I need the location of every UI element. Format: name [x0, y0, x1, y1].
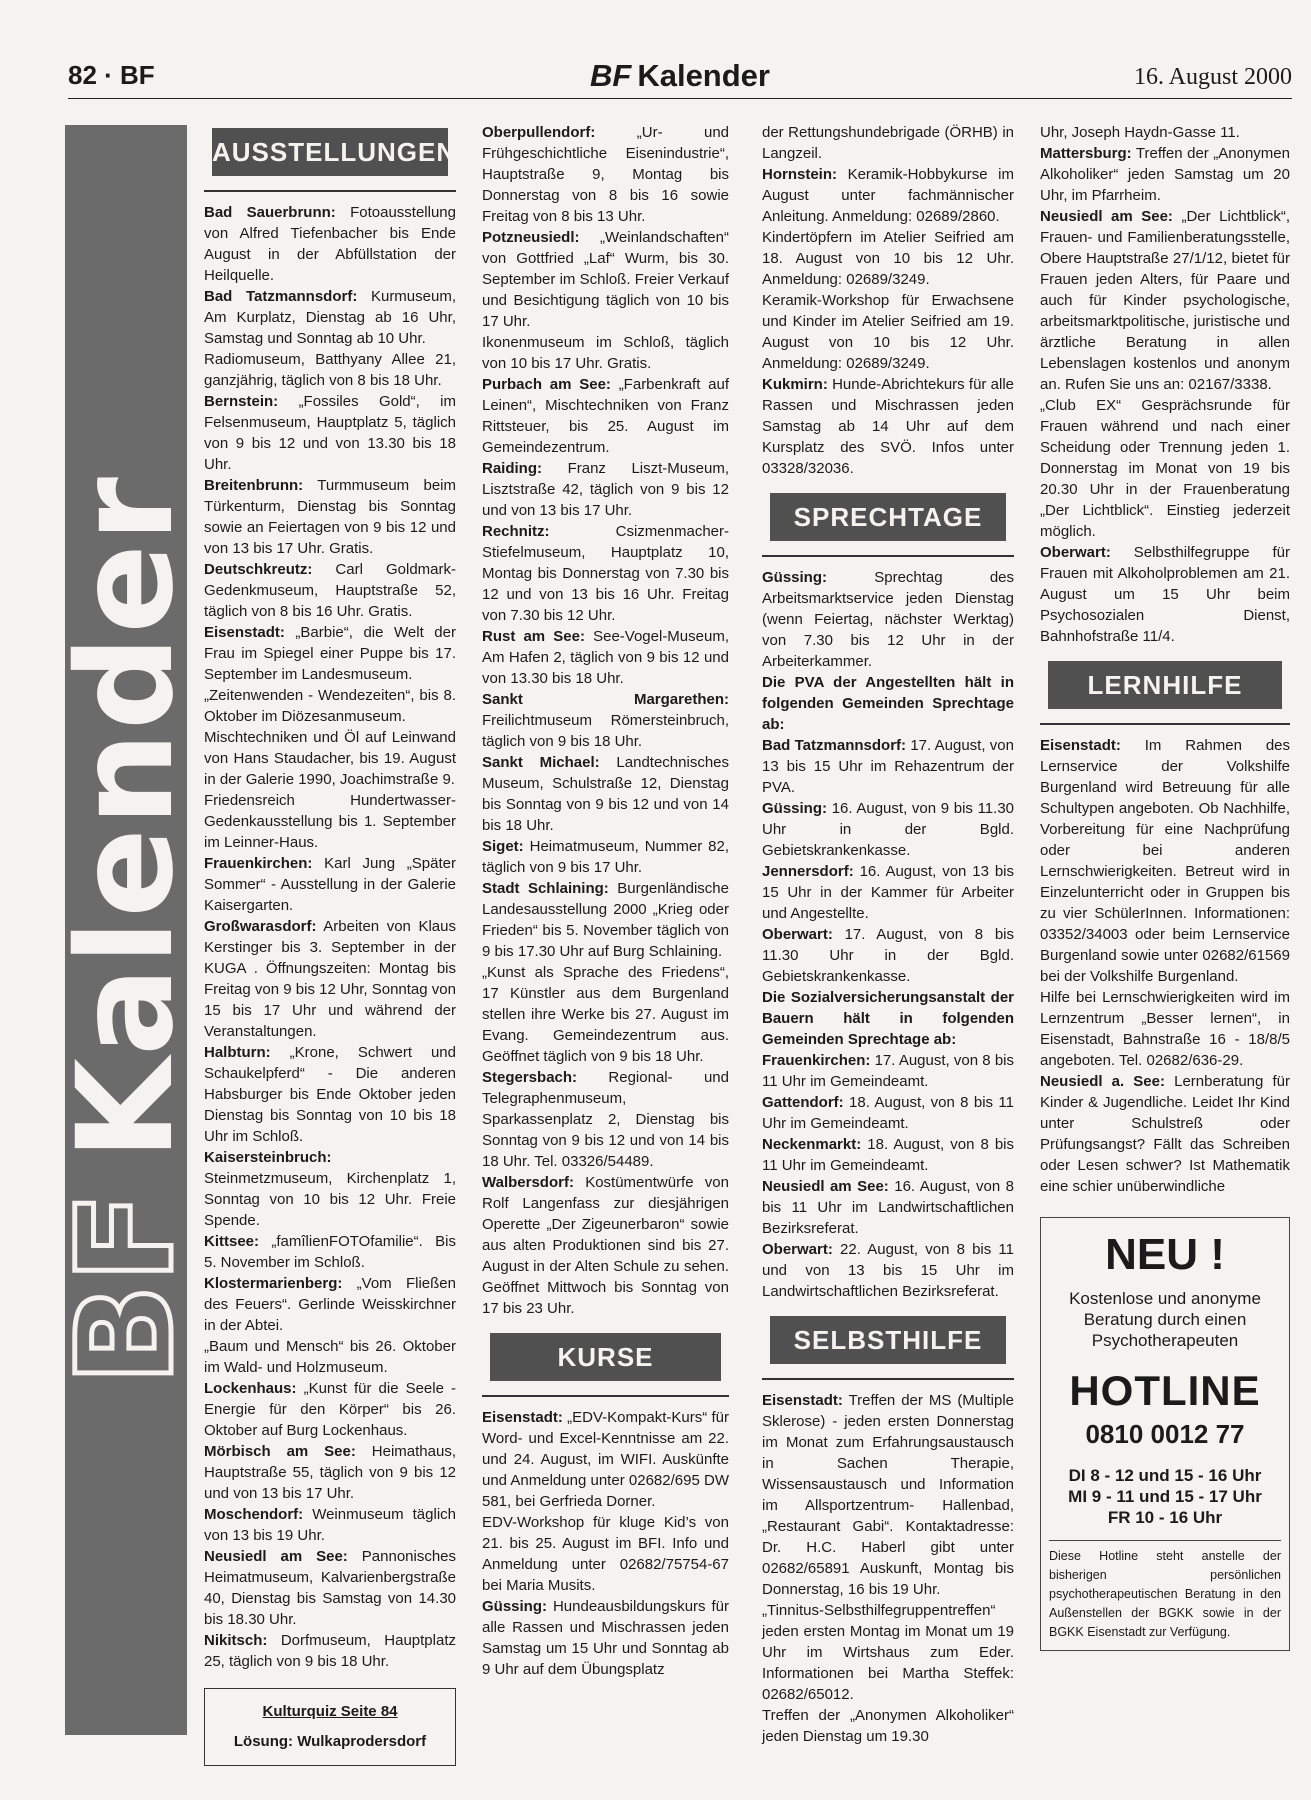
entry-text: See-Vogel-Museum, Am Hafen 2, täglich von 9 bis 12 und von 13.30 bis 18 Uhr.: [482, 628, 729, 687]
entry-place: Neusiedl am See:: [1040, 208, 1173, 225]
entry-text: Heimathaus, Hauptstraße 55, täglich von 9 bis 12 und von 13 bis 17 Uhr.: [204, 1443, 457, 1502]
entry-text: Turmmuseum beim Türkenturm, Dienstag bis Sonntag sowie an Feiertagen von 9 bis 12 und von 13 bis 17 Uhr. Gratis.: [204, 477, 456, 557]
heading-kurse: KURSE: [490, 1333, 721, 1381]
list-item: [1040, 542, 1290, 647]
entry-text: Treffen der MS (Multiple Sklerose) - jeden ersten Donnerstag im Monat zum Erfahrungsaustausch in Sachen Therapie, Wissensaustausch und Information im Allsportzentrum- Hallenbad, „Restaurant Gabi“. Kontaktadresse: Dr. H.C. Haberl gibt unter 02682/65891 Auskunft, Montag bis Donnerstag, 16 bis 19 Uhr.: [762, 1392, 1014, 1598]
entry-text: Friedensreich Hundertwasser-Gedenkausstellung bis 1. September im Leinner-Haus.: [204, 792, 456, 851]
col2-list: [482, 122, 729, 1319]
list-item: [482, 689, 729, 752]
entry-place: Rechnitz:: [482, 523, 550, 540]
entry-place: Güssing:: [482, 1598, 548, 1615]
entry-place: Stadt Schlaining:: [482, 880, 609, 897]
list-item: [762, 735, 1014, 798]
list-item: [762, 1134, 1014, 1176]
entry-place: Oberpullendorf:: [482, 124, 596, 141]
section-title: [68, 58, 1292, 94]
entry-place: Bernstein:: [204, 393, 279, 410]
page-header: [68, 58, 1292, 99]
heading-lernhilfe: LERNHILFE: [1048, 661, 1282, 709]
entry-text: Mischtechniken und Öl auf Leinwand von Hans Staudacher, bis 19. August in der Galerie 1990, Joachimstraße 9.: [204, 729, 456, 788]
list-item: [204, 727, 456, 790]
entry-place: Oberwart:: [762, 1241, 833, 1258]
list-item: [1040, 1071, 1290, 1197]
selbsthilfe-list: [762, 1390, 1014, 1747]
list-item: [204, 622, 456, 685]
entry-text: „Vom Fließen des Feuers“. Gerlinde Weisskirchner in der Abtei.: [204, 1275, 456, 1334]
entry-text: 17. August, von 8 bis 11.30 Uhr in der Bgld. Gebietskrankenkasse.: [762, 926, 1015, 985]
column-2: [482, 122, 729, 1680]
entry-text: „Krone, Schwert und Schaukelpferd“ - Die anderen Habsburger bis Ende Oktober jeden Dienstag bis Sonntag von 10 bis 18 Uhr im Schloß.: [204, 1044, 456, 1145]
entry-text: Kindertöpfern im Atelier Seifried am 18. August von 10 bis 12 Uhr. Anmeldung: 02689/3249.: [762, 229, 1014, 288]
ad-subtitle-3: Psychotherapeuten: [1091, 1331, 1239, 1350]
entry-text: Radiomuseum, Batthyany Allee 21, ganzjährig, täglich von 8 bis 18 Uhr.: [204, 351, 456, 389]
entry-place: Stegersbach:: [482, 1069, 578, 1086]
entry-text: 16. August, von 8 bis 11 Uhr im Landwirtschaftlichen Bezirksreferat.: [762, 1178, 1014, 1237]
entry-place: Breitenbrunn:: [204, 477, 304, 494]
entry-text: „Ur- und Frühgeschichtliche Eisenindustrie“, Hauptstraße 9, Montag bis Donnerstag von 8 bis 16 sowie Freitag von 8 bis 13 Uhr.: [482, 124, 730, 225]
ad-hours-3: FR 10 - 16 Uhr: [1107, 1508, 1223, 1527]
entry-place: Frauenkirchen:: [204, 855, 313, 872]
list-item: [762, 861, 1014, 924]
entry-text: „Club EX“ Gesprächsrunde für Frauen während und nach einer Scheidung oder Trennung jeden 1. Donnerstag im Monat von 19 bis 20.30 Uhr in der Frauenberatung „Der Lichtblick“. Einstieg jederzeit möglich.: [1040, 397, 1290, 540]
ad-new-label: NEU !: [1105, 1230, 1225, 1279]
entry-text: Hundeausbildungskurs für alle Rassen und Mischrassen jeden Samstag um 15 Uhr und Sonntag ab 9 Uhr auf dem Übungsplatz: [482, 1598, 729, 1678]
entry-place: Kaisersteinbruch:: [204, 1149, 332, 1166]
entry-place: Neusiedl am See:: [204, 1548, 348, 1565]
entry-text: „Tinnitus-Selbsthilfegruppentreffen“ jeden ersten Montag im Monat um 19 Uhr im Wirtshaus zum Eder. Informationen bei Martha Steffek: 02682/65012.: [762, 1602, 1014, 1703]
list-item: [762, 1176, 1014, 1239]
ad-hours-2: MI 9 - 11 und 15 - 17 Uhr: [1068, 1487, 1262, 1506]
heading-sprechtage: SPRECHTAGE: [770, 493, 1006, 541]
entry-text: „Barbie“, die Welt der Frau im Spiegel einer Puppe bis 17. September im Landesmuseum.: [204, 624, 456, 683]
kulturquiz-solution: Lösung: Wulkaprodersdorf: [233, 1733, 427, 1750]
list-item: [482, 1512, 729, 1596]
entry-text: Lernberatung für Kinder & Jugendliche. Leidet Ihr Kind unter Schulstreß oder Prüfungsangst? Fällt das Schreiben oder Lesen schwer? Ist Mathematik eine schier unüberwindliche: [1040, 1073, 1290, 1195]
entry-text: Weinmuseum täglich von 13 bis 19 Uhr.: [204, 1506, 457, 1544]
entry-text: „Kunst für die Seele - Energie für den Körper“ bis 26. Oktober auf Burg Lockenhaus.: [204, 1380, 456, 1439]
entry-text: „Baum und Mensch“ bis 26. Oktober im Wald- und Holzmuseum.: [204, 1338, 456, 1376]
entry-place: Purbach am See:: [482, 376, 611, 393]
entry-text: Treffen der „Anonymen Alkoholiker“ jeden Samstag um 20 Uhr, im Pfarrheim.: [1040, 145, 1290, 204]
entry-text: Hunde-Abrichtekurs für alle Rassen und Mischrassen jeden Samstag ab 14 Uhr auf dem Kursplatz des SVÖ. Infos unter 03328/32036.: [762, 376, 1014, 477]
entry-place: Großwarasdorf:: [204, 918, 317, 935]
entry-place: Eisenstadt:: [482, 1409, 563, 1426]
ad-hotline: HOTLINE: [1069, 1367, 1261, 1414]
list-item: [762, 672, 1014, 735]
list-item: [762, 798, 1014, 861]
section-header-sprechtage: [762, 493, 1014, 557]
list-item: [482, 878, 729, 962]
entry-place: Bad Sauerbrunn:: [204, 204, 336, 221]
entry-text: Arbeiten von Klaus Kerstinger bis 3. September in der KUGA . Öffnungszeiten: Montag bis Freitag von 9 bis 12 Uhr, Sonntag von 15 bis 17 Uhr und während der Veranstaltungen.: [204, 918, 456, 1040]
entry-text: 16. August, von 13 bis 15 Uhr in der Kammer für Arbeiter und Angestellte.: [762, 863, 1014, 922]
list-item: [482, 752, 729, 836]
list-item: [204, 559, 456, 622]
entry-text: Kostümentwürfe von Rolf Langenfass zur diesjährigen Operette „Der Zigeunerbaron“ sowie aus alten Produktionen sind bis 27. August in der Alten Schule zu sehen. Geöffnet Mittwoch bis Sonntag von 17 bis 23 Uhr.: [482, 1174, 729, 1317]
entry-text: Csizmenmacher-Stiefelmuseum, Hauptplatz 10, Montag bis Donnerstag von 7.30 bis 12 und von 13 bis 16 Uhr. Freitag von 7.30 bis 12 Uhr.: [482, 523, 729, 624]
ausstellungen-list: [204, 202, 456, 1672]
entry-text: „Weinlandschaften“ von Gottfried „Laf“ Wurm, bis 30. September im Schloß. Freier Verkauf und Besichtigung täglich von 10 bis 17 Uhr.: [482, 229, 729, 330]
list-item: [762, 290, 1014, 374]
page-number: 82 · BF: [68, 60, 155, 90]
kulturquiz-box: [204, 1688, 456, 1766]
ad-note: Diese Hotline steht anstelle der bisherigen persönlichen psychotherapeutischen Beratung in den Außenstellen der BGKK sowie in der BGKK Eisenstadt zur Verfügung.: [1049, 1540, 1281, 1642]
list-item: [762, 1390, 1014, 1600]
sidebar-title: [49, 475, 203, 1385]
list-item: [762, 164, 1014, 227]
list-item: [204, 1378, 456, 1441]
entry-place: Frauenkirchen:: [762, 1052, 871, 1069]
column-ausstellungen: [204, 122, 456, 1766]
section-header-ausstellungen: [204, 128, 456, 192]
ad-subtitle: [1049, 1288, 1281, 1351]
entry-text: Hilfe bei Lernschwierigkeiten wird im Lernzentrum „Besser lernen“, in Eisenstadt, Bahnstraße 16 - 18/8/5 angeboten. Tel. 02682/636-29.: [1040, 989, 1290, 1069]
list-item: [204, 1441, 456, 1504]
entry-text: Dorfmuseum, Hauptplatz 25, täglich von 9 bis 18 Uhr.: [204, 1632, 456, 1670]
list-item: [482, 836, 729, 878]
list-item: [482, 626, 729, 689]
entry-text: „Zeitenwenden - Wendezeiten“, bis 8. Oktober im Diözesanmuseum.: [204, 687, 456, 725]
list-item: [762, 1092, 1014, 1134]
entry-place: Bad Tatzmannsdorf:: [762, 737, 907, 754]
entry-text: Sprechtag des Arbeitsmarktservice jeden Dienstag (wenn Feiertag, nächster Werktag) von 7.30 bis 12 Uhr in der Arbeiterkammer.: [762, 569, 1015, 670]
list-item: [204, 685, 456, 727]
entry-text: 17. August, von 13 bis 15 Uhr im Rehazentrum der PVA.: [762, 737, 1014, 796]
entry-place: Eisenstadt:: [1040, 737, 1121, 754]
list-item: [204, 349, 456, 391]
entry-text: Kurmuseum, Am Kurplatz, Dienstag ab 16 Uhr, Samstag und Sonntag ab 10 Uhr.: [204, 288, 456, 347]
list-item: [204, 1630, 456, 1672]
entry-text: Pannonisches Heimatmuseum, Kalvarienbergstraße 40, Dienstag bis Samstag von 14.30 bis 18.30 Uhr.: [204, 1548, 457, 1628]
list-item: [204, 1546, 456, 1630]
entry-text: „famîlienFOTOfamilie“. Bis 5. November im Schloß.: [204, 1233, 457, 1271]
entry-place: Jennersdorf:: [762, 863, 854, 880]
entry-text: Franz Liszt-Museum, Lisztstraße 42, täglich von 9 bis 12 und von 13 bis 17 Uhr.: [482, 460, 729, 519]
entry-text: Ikonenmuseum im Schloß, täglich von 10 bis 17 Uhr. Gratis.: [482, 334, 729, 372]
entry-text: „Kunst als Sprache des Friedens“, 17 Künstler aus dem Burgenland stellen ihre Werke bis 27. August im Evang. Gemeindezentrum aus. Geöffnet täglich von 9 bis 18 Uhr.: [482, 964, 729, 1065]
entry-text: Karl Jung „Später Sommer“ - Ausstellung in der Galerie Kaisergarten.: [204, 855, 456, 914]
list-item: [204, 916, 456, 1042]
sprechtage-list: [762, 567, 1014, 1302]
entry-text: „Fossiles Gold“, im Felsenmuseum, Hauptplatz 5, täglich von 9 bis 12 und von 13.30 bis 18 Uhr.: [204, 393, 456, 473]
entry-place: Klostermarienberg:: [204, 1275, 343, 1292]
entry-place: Kukmirn:: [762, 376, 828, 393]
column-3: [762, 122, 1014, 1747]
list-item: [762, 1705, 1014, 1747]
ad-subtitle-2: Beratung durch einen: [1083, 1310, 1247, 1329]
list-item: [1040, 735, 1290, 987]
entry-text: Freilichtmuseum Römersteinbruch, täglich von 9 bis 18 Uhr.: [482, 712, 729, 750]
entry-text: Keramik-Hobbykurse im August unter fachmännischer Anleitung. Anmeldung: 02689/2860.: [762, 166, 1014, 225]
entry-text: Fotoausstellung von Alfred Tiefenbacher bis Ende August in der Abfüllstation der Heilquelle.: [204, 204, 456, 284]
list-item: [1040, 122, 1290, 143]
entry-text: Keramik-Workshop für Erwachsene und Kinder im Atelier Seifried am 19. August von 10 bis 12 Uhr. Anmeldung: 02689/3249.: [762, 292, 1014, 372]
list-item: [482, 1596, 729, 1680]
list-item: [762, 122, 1014, 164]
entry-text: „Der Lichtblick“, Frauen- und Familienberatungsstelle, Obere Hauptstraße 27/1/12, bietet für Frauen jeden Alters, für Paare und auch für Kinder psychologische, arbeitsmarktpolitische, juristische und ärztliche Beratung in allen Lebenslagen kostenlos und anonym an. Rufen Sie uns an: 02167/3338.: [1040, 208, 1291, 393]
column-4: [1040, 122, 1290, 1651]
ad-phone[interactable]: 0810 0012 77: [1085, 1419, 1245, 1449]
list-item: [204, 1042, 456, 1147]
list-item: [762, 987, 1014, 1050]
list-item: [482, 122, 729, 227]
entry-place: Rust am See:: [482, 628, 585, 645]
entry-text: 18. August, von 8 bis 11 Uhr im Gemeindeamt.: [762, 1136, 1015, 1174]
list-item: [1040, 143, 1290, 206]
entry-place: Oberwart:: [762, 926, 833, 943]
ad-subtitle-1: Kostenlose und anonyme: [1069, 1289, 1261, 1308]
list-item: [204, 790, 456, 853]
list-item: [204, 391, 456, 475]
list-item: [204, 1273, 456, 1336]
list-item: [204, 1147, 456, 1231]
kalender-sidebar: [49, 125, 203, 1735]
entry-text: 17. August, von 8 bis 11 Uhr im Gemeindeamt.: [762, 1052, 1015, 1090]
lernhilfe-list: [1040, 735, 1290, 1197]
list-item: [762, 924, 1014, 987]
entry-place: Neusiedl a. See:: [1040, 1073, 1165, 1090]
entry-place: Sankt Michael:: [482, 754, 600, 771]
list-item: [482, 962, 729, 1067]
list-item: [762, 374, 1014, 479]
entry-place: Mörbisch am See:: [204, 1443, 356, 1460]
entry-text: Uhr, Joseph Haydn-Gasse 11.: [1040, 124, 1240, 141]
list-item: [482, 458, 729, 521]
list-item: [762, 1600, 1014, 1705]
list-item: [1040, 395, 1290, 542]
list-item: [762, 1050, 1014, 1092]
entry-text: Selbsthilfegruppe für Frauen mit Alkoholproblemen am 21. August um 15 Uhr beim Psychosozialen Dienst, Bahnhofstraße 11/4.: [1040, 544, 1290, 645]
list-item: [482, 374, 729, 458]
entry-place: Gattendorf:: [762, 1094, 844, 1111]
entry-text: 22. August, von 8 bis 11 und von 13 bis 15 Uhr im Landwirtschaftlichen Bezirksreferat.: [762, 1241, 1014, 1300]
list-item: [762, 1239, 1014, 1302]
entry-place: Güssing:: [762, 569, 828, 586]
list-item: [204, 853, 456, 916]
heading-ausstellungen: AUSSTELLUNGEN: [212, 128, 448, 176]
entry-place: Eisenstadt:: [204, 624, 285, 641]
brand-logo: BF: [590, 58, 632, 93]
entry-place: Güssing:: [762, 800, 828, 817]
list-item: [204, 1504, 456, 1546]
list-item: [482, 1067, 729, 1172]
section-header-kurse: [482, 1333, 729, 1397]
col4-list: [1040, 122, 1290, 647]
entry-place: Lockenhaus:: [204, 1380, 297, 1397]
heading-selbsthilfe: SELBSTHILFE: [770, 1316, 1006, 1364]
entry-place: Deutschkreutz:: [204, 561, 313, 578]
entry-place: Die PVA der Angestellten hält in folgenden Gemeinden Sprechtage ab:: [762, 674, 1014, 733]
kurse-list: [482, 1407, 729, 1680]
entry-place: Eisenstadt:: [762, 1392, 843, 1409]
entry-place: Siget:: [482, 838, 524, 855]
list-item: [482, 332, 729, 374]
list-item: [204, 1231, 456, 1273]
entry-text: EDV-Workshop für kluge Kid’s von 21. bis 25. August im BFI. Info und Anmeldung unter 02682/75754-67 bei Maria Musits.: [482, 1514, 729, 1594]
section-title-text: Kalender: [637, 58, 770, 93]
entry-place: Bad Tatzmannsdorf:: [204, 288, 358, 305]
entry-text: 18. August, von 8 bis 11 Uhr im Gemeindeamt.: [762, 1094, 1014, 1132]
entry-place: Moschendorf:: [204, 1506, 304, 1523]
list-item: [1040, 206, 1290, 395]
ad-hours: [1049, 1465, 1281, 1528]
section-header-selbsthilfe: [762, 1316, 1014, 1380]
entry-text: der Rettungshundebrigade (ÖRHB) in Langzeil.: [762, 124, 1014, 162]
entry-text: Steinmetzmuseum, Kirchenplatz 1, Sonntag von 10 bis 12 Uhr. Freie Spende.: [204, 1170, 456, 1229]
entry-text: Burgenländische Landesausstellung 2000 „Krieg oder Frieden“ bis 5. November täglich von 9 bis 17.30 Uhr auf Burg Schlaining.: [482, 880, 729, 960]
issue-date: 16. August 2000: [1133, 64, 1292, 90]
ad-hours-1: DI 8 - 12 und 15 - 16 Uhr: [1068, 1466, 1262, 1485]
list-item: [482, 1407, 729, 1512]
entry-text: Landtechnisches Museum, Schulstraße 12, Dienstag bis Sonntag von 9 bis 12 und von 14 bis 18 Uhr.: [482, 754, 730, 834]
sidebar-word: Kalender: [49, 475, 203, 1161]
hotline-ad: [1040, 1217, 1290, 1651]
entry-place: Walbersdorf:: [482, 1174, 574, 1191]
list-item: [204, 286, 456, 349]
list-item: [1040, 987, 1290, 1071]
entry-place: Sankt Margarethen:: [482, 691, 729, 708]
entry-place: Nikitsch:: [204, 1632, 268, 1649]
entry-text: Carl Goldmark-Gedenkmuseum, Hauptstraße 52, täglich von 8 bis 16 Uhr. Gratis.: [204, 561, 456, 620]
entry-place: Neusiedl am See:: [762, 1178, 889, 1195]
list-item: [482, 227, 729, 332]
entry-text: „EDV-Kompakt-Kurs“ für Word- und Excel-Kenntnisse am 22. und 24. August, im WIFI. Auskünfte und Anmeldung unter 02682/695 DW 581, bei Gerfrieda Dorner.: [482, 1409, 729, 1510]
list-item: [762, 567, 1014, 672]
section-header-lernhilfe: [1040, 661, 1290, 725]
entry-place: Neckenmarkt:: [762, 1136, 862, 1153]
list-item: [482, 521, 729, 626]
col3-list: [762, 122, 1014, 479]
list-item: [204, 1336, 456, 1378]
entry-place: Raiding:: [482, 460, 542, 477]
entry-place: Hornstein:: [762, 166, 837, 183]
entry-text: Regional- und Telegraphenmuseum, Sparkassenplatz 2, Dienstag bis Sonntag von 9 bis 12 und von 14 bis 18 Uhr. Tel. 03326/54489.: [482, 1069, 729, 1170]
kulturquiz-link[interactable]: Kulturquiz Seite 84: [262, 1703, 398, 1720]
list-item: [482, 1172, 729, 1319]
entry-text: Treffen der „Anonymen Alkoholiker“ jeden Dienstag um 19.30: [762, 1707, 1014, 1745]
entry-text: 16. August, von 9 bis 11.30 Uhr in der Bgld. Gebietskrankenkasse.: [762, 800, 1015, 859]
sidebar-brand: BF: [49, 1190, 203, 1385]
list-item: [204, 475, 456, 559]
entry-place: Die Sozialversicherungsanstalt der Bauern hält in folgenden Gemeinden Sprechtage ab:: [762, 989, 1014, 1048]
entry-place: Kittsee:: [204, 1233, 260, 1250]
entry-text: Heimatmuseum, Nummer 82, täglich von 9 bis 17 Uhr.: [482, 838, 730, 876]
entry-place: Halbturn:: [204, 1044, 271, 1061]
entry-text: Im Rahmen des Lernservice der Volkshilfe Burgenland wird Betreuung für alle Schultypen angeboten. Ob Nachhilfe, Vorbereitung für eine Nachprüfung oder bei anderen Lernschwierigkeiten. Betreut wird in Einzelunterricht oder in Gruppen bis zu vier SchülerInnen. Informationen: 03352/34003 oder beim Lernservice Burgenland sowie unter 02682/61569 bei der Volkshilfe Burgenland.: [1040, 737, 1290, 985]
entry-place: Oberwart:: [1040, 544, 1111, 561]
entry-text: „Farbenkraft auf Leinen“, Mischtechniken von Franz Rittsteuer, bis 25. August im Gemeindezentrum.: [482, 376, 729, 456]
entry-place: Potzneusiedl:: [482, 229, 580, 246]
list-item: [762, 227, 1014, 290]
entry-place: Mattersburg:: [1040, 145, 1132, 162]
list-item: [204, 202, 456, 286]
